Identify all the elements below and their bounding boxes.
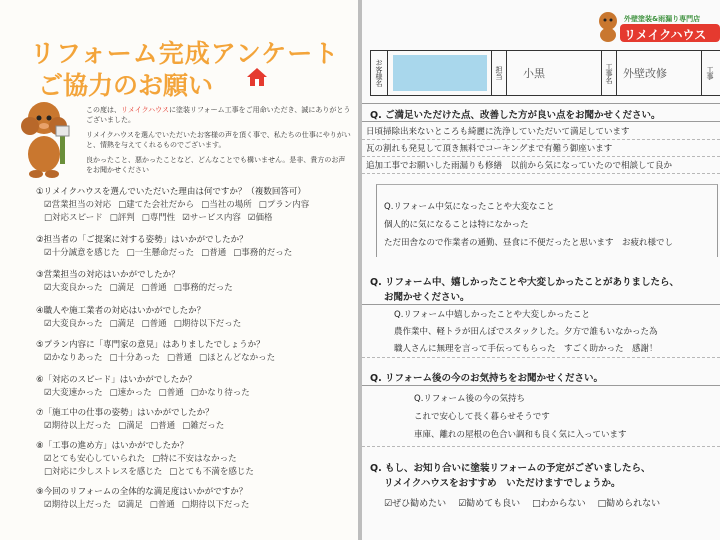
q2-option[interactable]: □一生懸命だった xyxy=(126,248,195,258)
answer-line: 農作業中、軽トラが田んぼでスタックした。夕方で誰もいなかった為 xyxy=(394,327,658,337)
question-5: ⑤プラン内容に「専門家の意見」はありましたでしょうか？ ☑かなりあった □十分あった □普通 □ほとんどなかった xyxy=(36,340,276,363)
logo-mascot-icon xyxy=(594,10,622,42)
survey-subtitle: ご協力のお願い xyxy=(38,71,214,100)
q5-option[interactable]: □ほとんどなかった xyxy=(199,353,276,363)
question-2: ②担当者の「ご提案に対する姿勢」はいかがでしたか？ ☑十分誠意を感じた □一生懸命だった □普通 □事務的だった xyxy=(36,235,293,258)
logo-tagline: 外壁塗装&雨漏り専門店 xyxy=(624,15,701,23)
q7-option[interactable]: □普通 xyxy=(150,421,176,431)
q2-option[interactable]: □事務的だった xyxy=(233,248,293,258)
q1-option[interactable]: □専門性 xyxy=(141,213,176,223)
q1-option[interactable]: □対応スピード xyxy=(44,213,103,223)
q4-option[interactable]: □期待以下だった xyxy=(173,319,242,329)
customer-name-label: お客様名 xyxy=(371,51,388,95)
recommend-option[interactable]: ☑勧めても良い xyxy=(458,499,521,509)
question-3: ③営業担当の対応はいかがでしたか？ ☑大変良かった □満足 □普通 □事務的だった xyxy=(36,270,233,293)
question-1: ①リメイクハウスを選んでいただいた理由は何ですか？（複数回答可） ☑営業担当の対応 □建てた会社だから □当社の場所 □プラン内容 □対応スピード □評判 □専門性 ☑サービス内容 ☑価格 xyxy=(36,187,310,223)
q3-option[interactable]: □満足 xyxy=(109,283,135,293)
question-8: ⑧「工事の進め方」はいかがでしたか？ ☑とても安心していられた □特に不安はなかった □対応に少しストレスを感じた □とても不満を感じた xyxy=(36,441,254,477)
house-icon xyxy=(246,66,268,88)
q8-option[interactable]: ☑とても安心していられた xyxy=(44,454,146,464)
q1-option[interactable]: ☑価格 xyxy=(247,213,273,223)
intro-text: この度は、リメイクハウスに塗装リフォーム工事をご用命いただき、誠にありがとうございました。 リメイクハウスを選んでいただいたお客様の声を頂く事で、私たちの仕事にやりがいと、情熱を与えてくれるものでございます。 良かったこと、悪かったことなど、どんなことでも構いません。是非、貴方のお声をお聞かせください xyxy=(86,106,351,174)
q2-option[interactable]: ☑十分誠意を感じた xyxy=(44,248,120,258)
answer-line: Q.リフォーム中嬉しかったことや大変しかったこと xyxy=(394,310,590,320)
staff-label: 担当 xyxy=(491,51,507,95)
question-7: ⑦「施工中の仕事の姿勢」はいかがでしたか？ ☑期待以上だった □満足 □普通 □雑だった xyxy=(36,408,225,431)
q1-option[interactable]: □評判 xyxy=(109,213,135,223)
answer-line: Q.リフォーム後の今の気持ち xyxy=(414,394,525,404)
answer-line: 職人さんに無理を言って手伝ってもらった すごく助かった 感謝！ xyxy=(394,344,658,354)
recommend-option[interactable]: □わからない xyxy=(532,499,586,509)
work-name-label: 工事名 xyxy=(601,51,617,95)
q4-option[interactable]: □満足 xyxy=(109,319,135,329)
q1-option[interactable]: ☑サービス内容 xyxy=(182,213,241,223)
q6-option[interactable]: □普通 xyxy=(158,388,184,398)
q2-option[interactable]: □普通 xyxy=(201,248,227,258)
q4-option[interactable]: ☑大変良かった xyxy=(44,319,103,329)
q7-option[interactable]: ☑期待以上だった xyxy=(44,421,112,431)
answer-line: 車庫、離れの屋根の色合い調和も良く気に入っています xyxy=(414,430,627,440)
question-4: ④職人や施工業者の対応はいかがでしたか？ ☑大変良かった □満足 □普通 □期待以下だった xyxy=(36,306,242,329)
q1-option[interactable]: ☑営業担当の対応 xyxy=(44,200,112,210)
q3-option[interactable]: □事務的だった xyxy=(173,283,233,293)
question-6: ⑥「対応のスピード」はいかがでしたか？ ☑大変速かった □速かった □普通 □かなり待った xyxy=(36,375,250,398)
question-recommend: Q. もし、お知り合いに塗装リフォームの予定がございましたら、 xyxy=(370,463,651,474)
q8-option[interactable]: □とても不満を感じた xyxy=(169,467,254,477)
recommend-options xyxy=(384,496,672,509)
q5-option[interactable]: □十分あった xyxy=(109,353,160,363)
logo-name: リメイクハウス xyxy=(624,28,707,42)
q1-option[interactable]: □プラン内容 xyxy=(258,200,310,210)
customer-info-table xyxy=(370,50,720,96)
answer-line: Q.リフォーム中気になったことや大変なこと xyxy=(384,202,555,212)
work-name: 外壁改修 xyxy=(623,67,667,80)
recommend-option[interactable]: □勧められない xyxy=(597,499,661,509)
recommend-option[interactable]: ☑ぜひ勧めたい xyxy=(384,499,447,509)
answer-line: これで安心して長く暮らせそうです xyxy=(414,412,550,422)
q8-option[interactable]: □対応に少しストレスを感じた xyxy=(44,467,163,477)
q9-option[interactable]: □期待以下だった xyxy=(181,500,250,510)
q4-option[interactable]: □普通 xyxy=(141,319,167,329)
answer-line: 日頃掃除出来ないところも綺麗に洗浄していただいて満足しています xyxy=(366,127,630,137)
answer-line: 個人的に気になることは特になかった xyxy=(384,220,529,230)
answer-line: 追加工事でお願いした雨漏りも修繕 以前から気になっていたので相談して良か xyxy=(366,161,673,171)
question-satisfaction: Q. ご満足いただけた点、改善した方が良い点をお聞かせください。 xyxy=(370,110,661,121)
answer-line: 瓦の割れも発見して頂き無料でコーキングまで有難う御座います xyxy=(366,144,613,154)
staff-name: 小黒 xyxy=(523,67,545,80)
question-recommend-cont: リメイクハウスをおすすめ いただけますでしょうか。 xyxy=(384,478,621,489)
survey-title: リフォーム完成アンケート xyxy=(30,39,340,68)
survey-left-page xyxy=(0,0,358,540)
q3-option[interactable]: ☑大変良かった xyxy=(44,283,103,293)
question-9: ⑨今回のリフォームの全体的な満足度はいかがですか？ ☑期待以上だった ☑満足 □普通 □期待以下だった xyxy=(36,487,250,510)
question-current-feelings: Q. リフォーム後の今のお気持ちをお聞かせください。 xyxy=(370,373,604,384)
work-date-label: 工事 xyxy=(701,51,718,95)
q6-option[interactable]: □かなり待った xyxy=(190,388,250,398)
survey-right-page xyxy=(362,0,720,540)
question-happy-moments: Q. リフォーム中、嬉しかったことや大変しかったことがありましたら、 xyxy=(370,277,680,288)
brand-name: リメイクハウス xyxy=(121,106,169,114)
q5-option[interactable]: □普通 xyxy=(167,353,193,363)
q9-option[interactable]: □普通 xyxy=(149,500,175,510)
answer-line: ただ田舎なので作業者の通勤、昼食に不便だったと思います お疲れ様でし xyxy=(384,238,674,248)
q6-option[interactable]: □速かった xyxy=(109,388,152,398)
question-happy-moments-cont: お聞かせください。 xyxy=(384,292,470,303)
q5-option[interactable]: ☑かなりあった xyxy=(44,353,103,363)
poodle-mascot-icon xyxy=(14,96,80,180)
customer-name-redacted xyxy=(393,55,487,91)
q9-option[interactable]: ☑期待以上だった xyxy=(44,500,112,510)
q7-option[interactable]: □雑だった xyxy=(182,421,225,431)
q3-option[interactable]: □普通 xyxy=(141,283,167,293)
q7-option[interactable]: □満足 xyxy=(118,421,144,431)
q1-option[interactable]: □当社の場所 xyxy=(201,200,252,210)
q8-option[interactable]: □特に不安はなかった xyxy=(152,454,237,464)
q9-option[interactable]: ☑満足 xyxy=(118,500,143,510)
q6-option[interactable]: ☑大変速かった xyxy=(44,388,103,398)
q1-option[interactable]: □建てた会社だから xyxy=(118,200,195,210)
